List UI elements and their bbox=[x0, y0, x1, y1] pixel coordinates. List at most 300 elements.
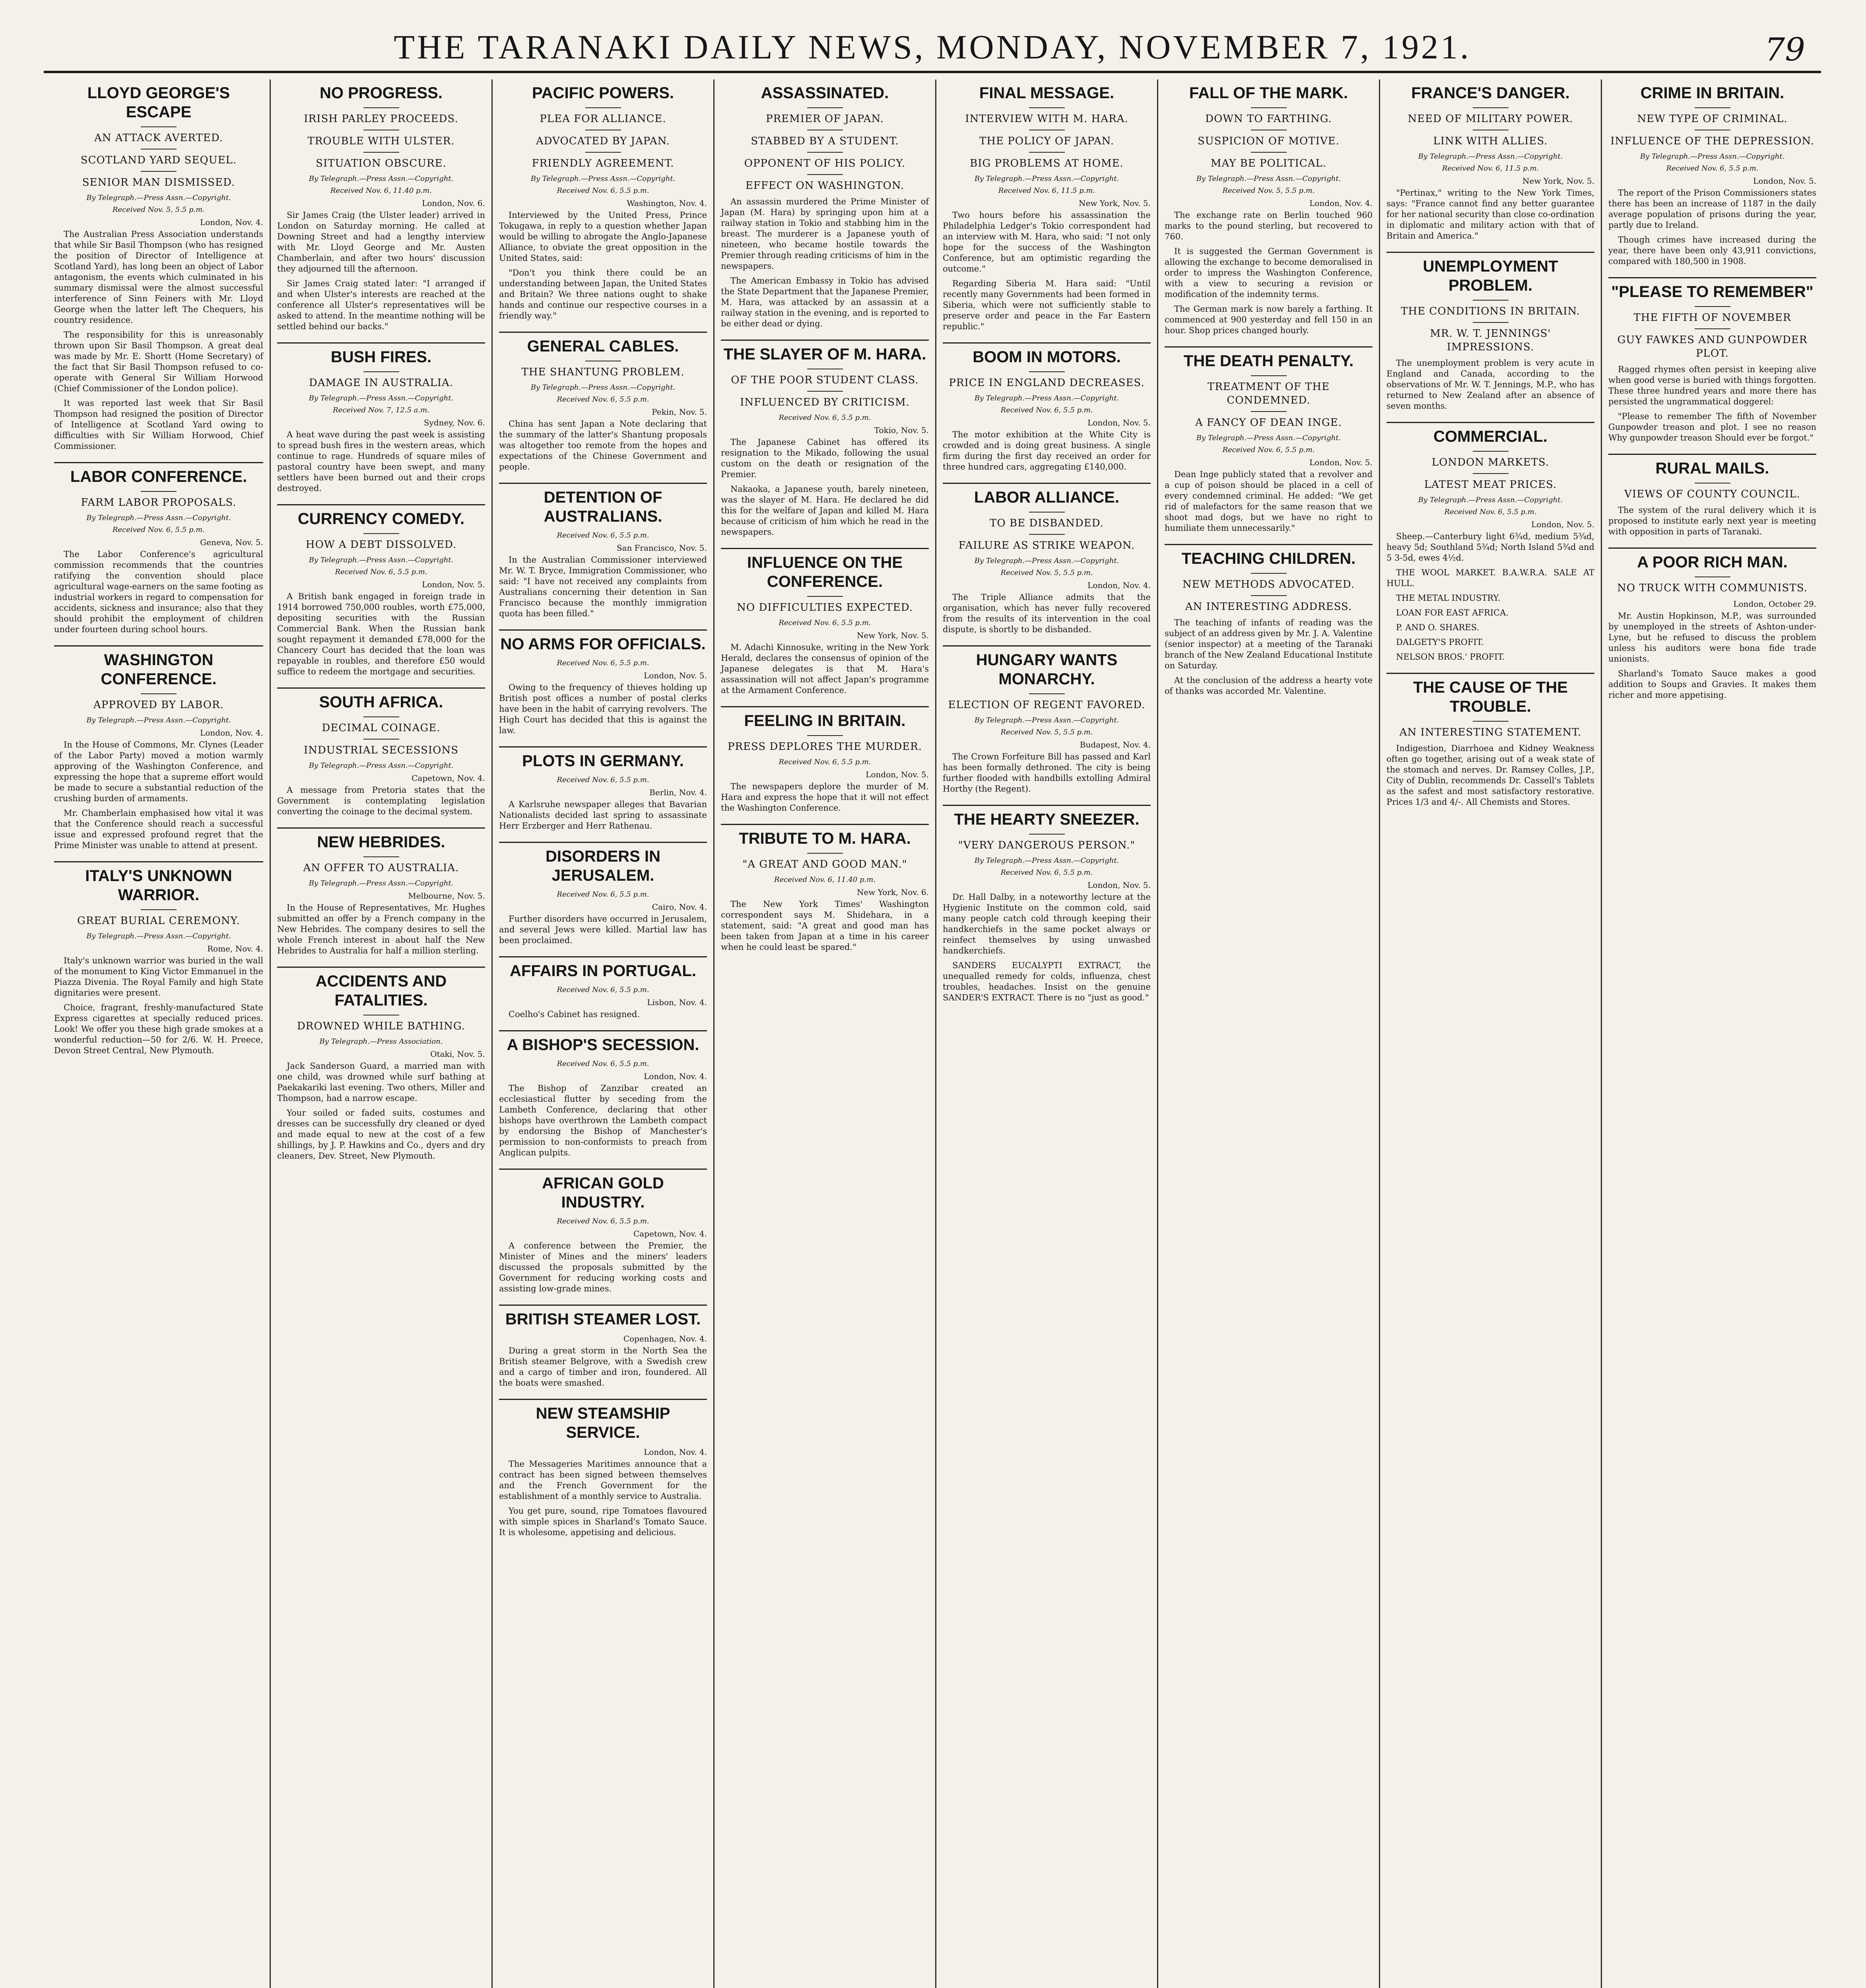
dateline: Sydney, Nov. 6. bbox=[423, 418, 485, 427]
subhead-rule bbox=[585, 107, 621, 108]
section-divider bbox=[54, 861, 263, 862]
telegraph-credit: By Telegraph.—Press Assn.—Copyright. bbox=[1196, 434, 1341, 442]
news-story bbox=[721, 706, 929, 813]
subhead-rule bbox=[1251, 411, 1287, 412]
received-line: Received Nov. 6, 5.5 p.m. bbox=[1444, 508, 1537, 516]
story-paragraph: In the Australian Commissioner interviewed Mr. W. T. Bryce, Immigration Commissioner, who said: "I have not received any complaints from Australians concerning their detention in San Francisco because the monthly immigration quota has been filled." bbox=[499, 555, 707, 618]
telegraph-credit: By Telegraph.—Press Assn.—Copyright. bbox=[1640, 152, 1785, 161]
subhead-rule bbox=[363, 371, 399, 372]
subhead-rule bbox=[807, 391, 843, 392]
story-subhead: PREMIER OF JAPAN. bbox=[766, 113, 884, 125]
received-line: Received Nov. 6, 5.5 p.m. bbox=[1222, 446, 1315, 454]
story-paragraph: The American Embassy in Tokio has advised the State Department that the Japanese Premier, M. Hara, was attacked by an assassin at a railway station in the evening, and is reported to be either dead or dying. bbox=[721, 276, 929, 328]
story-paragraph: It is suggested the German Government is allowing the exchange to become demoralised in order to impress the Washington Conference, with a view to securing a revision or modification of the indemnity terms. bbox=[1165, 247, 1373, 299]
telegraph-credit: By Telegraph.—Press Assn.—Copyright. bbox=[1418, 152, 1563, 161]
telegraph-credit: By Telegraph.—Press Assn.—Copyright. bbox=[974, 557, 1119, 565]
subhead-rule bbox=[807, 174, 843, 175]
section-divider bbox=[54, 645, 263, 646]
section-divider bbox=[943, 483, 1151, 484]
dateline: London, Nov. 5. bbox=[1309, 458, 1373, 467]
story-subhead: OF THE POOR STUDENT CLASS. bbox=[731, 374, 919, 386]
subhead-rule bbox=[363, 716, 399, 717]
story-paragraph: Sheep.—Canterbury light 6¾d, medium 5¾d, heavy 5d; Southland 5¾d; North Island 5¾d and 5 3-5d, ewes 4½d. bbox=[1386, 532, 1594, 563]
story-paragraph: The system of the rural delivery which it is proposed to institute early next year is meeting with opposition in parts of Taranaki. bbox=[1608, 505, 1816, 536]
received-line: Received Nov. 6, 5.5 p.m. bbox=[557, 186, 649, 195]
story-subhead: DROWNED WHILE BATHING. bbox=[297, 1020, 466, 1032]
news-story bbox=[277, 687, 485, 817]
news-story bbox=[1386, 83, 1594, 241]
section-divider bbox=[499, 332, 707, 333]
news-story bbox=[499, 1030, 707, 1158]
story-headline: INFLUENCE ON THE CONFERENCE. bbox=[747, 554, 903, 590]
news-story bbox=[499, 842, 707, 946]
story-paragraph: Interviewed by the United Press, Prince Tokugawa, in reply to a question whether Japan would be willing to abrogate the Anglo-Japanese Alliance, to obviate the great opposition in the United States, said: bbox=[499, 210, 707, 263]
story-subhead: LONDON MARKETS. bbox=[1431, 456, 1549, 468]
story-subhead: PLEA FOR ALLIANCE. bbox=[540, 113, 666, 125]
story-paragraph: During a great storm in the North Sea the British steamer Belgrove, with a Swedish crew and a cargo of timber and iron, foundered. All the boats were smashed. bbox=[499, 1346, 707, 1388]
received-line: Received Nov. 6, 5.5 p.m. bbox=[112, 526, 205, 534]
story-paragraph: Regarding Siberia M. Hara said: "Until recently many Governments had been formed in Siberia, which were not sufficiently stable to preserve order and peace in the Far Eastern republic." bbox=[943, 279, 1151, 331]
news-column bbox=[935, 80, 1157, 1988]
story-paragraph: The Labor Conference's agricultural commission recommends that the countries ratifying the convention should place agricultural wage-earners on the same footing as industrial workers in regard to compensation for accidents, sickness and insurance; also that they should prohibit the employment of children under fourteen during school hours. bbox=[54, 549, 263, 634]
story-paragraph: Italy's unknown warrior was buried in the wall of the monument to King Victor Emmanuel in the Piazza Divenia. The Royal Family and high State dignitaries were present. bbox=[54, 956, 263, 998]
telegraph-credit: By Telegraph.—Press Association. bbox=[319, 1037, 443, 1046]
dateline: Pekin, Nov. 5. bbox=[652, 407, 707, 417]
telegraph-credit: By Telegraph.—Press Assn.—Copyright. bbox=[530, 383, 676, 392]
story-headline: GENERAL CABLES. bbox=[527, 338, 679, 355]
story-headline: THE CAUSE OF THE TROUBLE. bbox=[1413, 679, 1568, 715]
story-headline: A BISHOP'S SECESSION. bbox=[507, 1036, 699, 1054]
received-line: Received Nov. 6, 5.5 p.m. bbox=[557, 395, 649, 404]
story-subhead: GUY FAWKES AND GUNPOWDER PLOT. bbox=[1617, 334, 1808, 359]
dateline: London, Nov. 4. bbox=[644, 1447, 707, 1457]
dateline: Lisbon, Nov. 4. bbox=[647, 998, 707, 1007]
received-line: Received Nov. 6, 5.5 p.m. bbox=[557, 659, 649, 667]
story-headline: THE DEATH PENALTY. bbox=[1183, 352, 1354, 370]
dateline: Budapest, Nov. 4. bbox=[1080, 740, 1151, 749]
dateline: London, Nov. 6. bbox=[422, 198, 485, 208]
story-paragraph: Nakaoka, a Japanese youth, barely nineteen, was the slayer of M. Hara. He declared he did this for the welfare of Japan and killed M. Hara because of criticism of him which he read in the newspapers. bbox=[721, 484, 929, 537]
story-subhead: FRIENDLY AGREEMENT. bbox=[532, 157, 674, 169]
story-headline: PACIFIC POWERS. bbox=[532, 84, 674, 102]
story-headline: FINAL MESSAGE. bbox=[979, 84, 1115, 102]
dateline: Geneva, Nov. 5. bbox=[200, 538, 263, 547]
story-subhead: PRESS DEPLORES THE MURDER. bbox=[727, 741, 922, 753]
news-story bbox=[499, 1399, 707, 1538]
story-paragraph: NELSON BROS.' PROFIT. bbox=[1396, 652, 1505, 662]
telegraph-credit: By Telegraph.—Press Assn.—Copyright. bbox=[86, 716, 231, 724]
section-divider bbox=[499, 1030, 707, 1031]
story-paragraph: THE WOOL MARKET. B.A.W.R.A. SALE AT HULL. bbox=[1386, 568, 1594, 588]
received-line: Received Nov. 5, 5.5 p.m. bbox=[1000, 728, 1093, 736]
story-subhead: APPROVED BY LABOR. bbox=[93, 699, 224, 711]
story-subhead: AN INTERESTING STATEMENT. bbox=[1399, 726, 1582, 738]
story-headline: CURRENCY COMEDY. bbox=[297, 510, 465, 528]
subhead-rule bbox=[1473, 721, 1509, 722]
story-paragraph: Sir James Craig stated later: "I arranged if and when Ulster's interests are reached at the conference all Ulster's representatives will be asked to attend. In the meantime nothing will be settled behind our backs." bbox=[277, 279, 485, 331]
dateline: Cairo, Nov. 4. bbox=[652, 902, 707, 912]
story-subhead: DAMAGE IN AUSTRALIA. bbox=[309, 377, 454, 389]
story-subhead: SENIOR MAN DISMISSED. bbox=[82, 177, 235, 188]
dateline: London, Nov. 5. bbox=[866, 770, 929, 779]
telegraph-credit: By Telegraph.—Press Assn.—Copyright. bbox=[974, 175, 1119, 183]
story-paragraph: It was reported last week that Sir Basil Thompson had resigned the position of Director of Intelligence at Scotland Yard owing to difficulties with Sir William Horwood, Chief Commissioner. bbox=[54, 398, 263, 451]
telegraph-credit: By Telegraph.—Press Assn.—Copyright. bbox=[974, 394, 1119, 402]
story-subhead: NO DIFFICULTIES EXPECTED. bbox=[737, 602, 913, 613]
story-subhead: PRICE IN ENGLAND DECREASES. bbox=[949, 377, 1145, 389]
story-subhead: INTERVIEW WITH M. HARA. bbox=[965, 113, 1128, 125]
dateline: Copenhagen, Nov. 4. bbox=[623, 1334, 707, 1343]
story-subhead: INFLUENCE OF THE DEPRESSION. bbox=[1610, 135, 1814, 147]
subhead-rule bbox=[585, 152, 621, 153]
story-headline: HUNGARY WANTS MONARCHY. bbox=[976, 651, 1118, 688]
telegraph-credit: By Telegraph.—Press Assn.—Copyright. bbox=[86, 194, 231, 202]
story-paragraph: The Crown Forfeiture Bill has passed and Karl has been formally dethroned. The city is being further flooded with handbills extolling Admiral Horthy (the Regent). bbox=[943, 752, 1151, 794]
news-story bbox=[721, 824, 929, 953]
news-story bbox=[943, 805, 1151, 1003]
subhead-rule bbox=[363, 856, 399, 857]
news-story bbox=[1165, 83, 1373, 336]
story-paragraph: An assassin murdered the Prime Minister of Japan (M. Hara) by springing upon him at a railway station in Tokio and stabbing him in the breast. The murderer is a Japanese youth of nineteen, who became hostile towards the Premier through reading criticisms of him in the newspapers. bbox=[721, 197, 929, 271]
dateline: Rome, Nov. 4. bbox=[207, 944, 263, 953]
story-paragraph: The motor exhibition at the White City is crowded and is doing great business. A single firm during the first day received an order for three hundred cars, aggregating £140,000. bbox=[943, 430, 1151, 472]
story-headline: LABOR ALLIANCE. bbox=[974, 489, 1120, 506]
news-story bbox=[1386, 252, 1594, 412]
story-paragraph: THE METAL INDUSTRY. bbox=[1396, 593, 1501, 603]
story-paragraph: A heat wave during the past week is assisting to spread bush fires in the western areas, which continue to rage. Hundreds of square miles of pastoral country have been swept, and many settlers have been burned out and their crops destroyed. bbox=[277, 430, 485, 493]
news-story bbox=[54, 83, 263, 452]
story-subhead: SCOTLAND YARD SEQUEL. bbox=[80, 154, 237, 166]
news-story bbox=[1608, 454, 1816, 537]
story-paragraph: Jack Sanderson Guard, a married man with one child, was drowned while surf bathing at Paekakariki last evening. Two others, Miller and Thompson, had a narrow escape. bbox=[277, 1061, 485, 1103]
dateline: London, Nov. 5. bbox=[422, 580, 485, 589]
masthead bbox=[44, 23, 1821, 73]
story-headline: PLOTS IN GERMANY. bbox=[522, 752, 684, 770]
dateline: New York, Nov. 5. bbox=[1522, 176, 1594, 186]
story-subhead: TROUBLE WITH ULSTER. bbox=[307, 135, 455, 147]
story-subhead: INDUSTRIAL SECESSIONS bbox=[303, 744, 459, 756]
news-story bbox=[1608, 277, 1816, 443]
dateline: New York, Nov. 5. bbox=[1079, 198, 1151, 208]
news-story bbox=[277, 504, 485, 677]
received-line: Received Nov. 6, 5.5 p.m. bbox=[779, 619, 871, 627]
story-headline: ASSASSINATED. bbox=[761, 84, 889, 102]
story-subhead: MAY BE POLITICAL. bbox=[1210, 157, 1327, 169]
story-headline: NO ARMS FOR OFFICIALS. bbox=[500, 635, 706, 653]
section-divider bbox=[1165, 346, 1373, 348]
dateline: Capetown, Nov. 4. bbox=[633, 1229, 707, 1239]
story-headline: CRIME IN BRITAIN. bbox=[1640, 84, 1784, 102]
received-line: Received Nov. 6, 5.5 p.m. bbox=[335, 568, 427, 576]
news-story bbox=[721, 548, 929, 696]
telegraph-credit: By Telegraph.—Press Assn.—Copyright. bbox=[1196, 175, 1341, 183]
dateline: London, Nov. 4. bbox=[644, 1072, 707, 1081]
story-subhead: THE POLICY OF JAPAN. bbox=[979, 135, 1114, 147]
news-story bbox=[721, 83, 929, 329]
received-line: Received Nov. 6, 5.5 p.m. bbox=[557, 776, 649, 784]
subhead-rule bbox=[1695, 107, 1730, 108]
section-divider bbox=[499, 1169, 707, 1170]
section-divider bbox=[1386, 252, 1594, 253]
story-subhead: HOW A DEBT DISSOLVED. bbox=[305, 539, 457, 551]
story-paragraph: Though crimes have increased during the year, there have been only 43,911 convictions, compared with 180,500 in 1908. bbox=[1608, 235, 1816, 266]
story-subhead: BIG PROBLEMS AT HOME. bbox=[970, 157, 1124, 169]
news-story bbox=[1608, 547, 1816, 701]
subhead-rule bbox=[807, 853, 843, 854]
subhead-rule bbox=[1473, 451, 1509, 452]
story-paragraph: SANDERS EUCALYPTI EXTRACT, the unequalled remedy for colds, influenza, chest troubles, headaches. Insist on the genuine SANDER'S EXTRACT. There is no "just as good." bbox=[943, 961, 1151, 1002]
received-line: Received Nov. 6, 5.5 p.m. bbox=[557, 1060, 649, 1068]
story-subhead: MR. W. T. JENNINGS' IMPRESSIONS. bbox=[1430, 328, 1551, 353]
story-paragraph: The Bishop of Zanzibar created an ecclesiastical flutter by seceding from the Lambeth Conference, declaring that other bishops have overthrown the Lambeth compact by endorsing the Bishop of Manchester's permission to non-conformists to preach from Anglican pulpits. bbox=[499, 1083, 707, 1157]
story-subhead: FAILURE AS STRIKE WEAPON. bbox=[958, 540, 1135, 551]
story-paragraph: Choice, fragrant, freshly-manufactured State Express cigarettes at specially reduced prices. Look! We offer you these high grade smokes at a wonderful reduction—50 for 2/6. W. H. Preece, Devon Street Central, New Plymouth. bbox=[54, 1003, 263, 1055]
story-subhead: FARM LABOR PROPOSALS. bbox=[81, 497, 237, 509]
story-paragraph: Indigestion, Diarrhoea and Kidney Weakness often go together, arising out of a weak state of the stomach and nerves. Dr. Ramsey Colles, J.P., City of Dublin, recommends Dr. Cassell's Tablets as the safest and most satisfactory restorative. Prices 1/3 and 4/-. All Chemists and Stores. bbox=[1386, 744, 1594, 807]
story-paragraph: A British bank engaged in foreign trade in 1914 borrowed 750,000 roubles, worth £75,000, depositing securities with the Russian Commercial Bank. When the Russian bank sought repayment it demanded £78,000 for the Chancery Court has decided that the loan was repayable in roubles, and therefore £50 would suffice to redeem the mortgage and securities. bbox=[277, 592, 485, 676]
story-subhead: INFLUENCED BY CRITICISM. bbox=[740, 396, 910, 408]
story-headline: NEW STEAMSHIP SERVICE. bbox=[536, 1405, 670, 1441]
story-headline: LLOYD GEORGE'S ESCAPE bbox=[87, 84, 230, 121]
section-divider bbox=[499, 629, 707, 631]
dateline: London, Nov. 4. bbox=[1309, 198, 1373, 208]
story-paragraph: Owing to the frequency of thieves holding up British post offices a number of postal clerks have been in the habit of carrying revolvers. The High Court has decided that this is against the law. bbox=[499, 683, 707, 735]
story-headline: FALL OF THE MARK. bbox=[1189, 84, 1348, 102]
story-paragraph: The Japanese Cabinet has offered its resignation to the Mikado, following the usual custom on the death or resignation of the Premier. bbox=[721, 437, 929, 479]
story-headline: THE HEARTY SNEEZER. bbox=[954, 811, 1140, 828]
story-headline: TRIBUTE TO M. HARA. bbox=[739, 830, 911, 847]
received-line: Received Nov. 6, 5.5 p.m. bbox=[779, 414, 871, 422]
news-story bbox=[499, 83, 707, 321]
news-story bbox=[943, 342, 1151, 472]
dateline: London, Nov. 4. bbox=[1087, 580, 1151, 590]
dateline: San Francisco, Nov. 5. bbox=[616, 543, 707, 553]
received-line: Received Nov. 7, 12.5 a.m. bbox=[333, 406, 429, 414]
story-headline: SOUTH AFRICA. bbox=[319, 693, 443, 711]
section-divider bbox=[499, 842, 707, 843]
section-divider bbox=[1386, 422, 1594, 423]
story-subhead: OPPONENT OF HIS POLICY. bbox=[744, 157, 906, 169]
story-subhead: SITUATION OBSCURE. bbox=[316, 157, 447, 169]
story-headline: UNEMPLOYMENT PROBLEM. bbox=[1423, 258, 1558, 294]
story-headline: AFFAIRS IN PORTUGAL. bbox=[510, 962, 696, 980]
telegraph-credit: By Telegraph.—Press Assn.—Copyright. bbox=[309, 556, 454, 564]
received-line: Received Nov. 5, 5.5 p.m. bbox=[1222, 186, 1315, 195]
story-subhead: NEED OF MILITARY POWER. bbox=[1408, 113, 1573, 125]
news-story bbox=[499, 629, 707, 736]
news-column bbox=[1601, 80, 1823, 1988]
news-story bbox=[277, 342, 485, 494]
story-paragraph: The Australian Press Association understands that while Sir Basil Thompson (who has resigned the position of Director of Intelligence at Scotland Yard), has long been an object of Labor antagonism, the events which culminated in his summary dismissal were the almost successful interference of Sinn Feiners with Mr. Lloyd George when the latter left The Chequers, his country residence. bbox=[54, 229, 263, 325]
received-line: Received Nov. 6, 5.5 p.m. bbox=[557, 890, 649, 899]
subhead-rule bbox=[1251, 107, 1287, 108]
story-paragraph: DALGETY'S PROFIT. bbox=[1396, 637, 1484, 647]
story-paragraph: Ragged rhymes often persist in keeping alive when good verse is buried with things forgotten. These three hundred years and more there has persisted the ungrammatical doggerel: bbox=[1608, 365, 1816, 406]
story-subhead: THE CONDITIONS IN BRITAIN. bbox=[1401, 305, 1580, 317]
dateline: New York, Nov. 6. bbox=[857, 887, 929, 897]
telegraph-credit: By Telegraph.—Press Assn.—Copyright. bbox=[309, 879, 454, 887]
story-paragraph: You get pure, sound, ripe Tomatoes flavoured with simple spices in Sharland's Tomato Sauce. It is wholesome, appetising and delicious. bbox=[499, 1506, 707, 1537]
news-story bbox=[277, 967, 485, 1161]
story-paragraph: Coelho's Cabinet has resigned. bbox=[509, 1010, 640, 1019]
story-headline: DETENTION OF AUSTRALIANS. bbox=[544, 489, 662, 525]
story-subhead: THE SHANTUNG PROBLEM. bbox=[521, 366, 685, 378]
story-paragraph: The exchange rate on Berlin touched 960 marks to the pound sterling, but recovered to 760. bbox=[1165, 210, 1373, 241]
story-subhead: SUSPICION OF MOTIVE. bbox=[1198, 135, 1340, 147]
story-subhead: A FANCY OF DEAN INGE. bbox=[1195, 417, 1342, 429]
section-divider bbox=[277, 504, 485, 505]
dateline: London, Nov. 4. bbox=[200, 728, 263, 738]
story-paragraph: Mr. Chamberlain emphasised how vital it was that the Conference should reach a successful issue and expressed profound regret that the Prime Minister was unable to attend at present. bbox=[54, 808, 263, 850]
news-story bbox=[499, 1169, 707, 1294]
story-paragraph: Sir James Craig (the Ulster leader) arrived in London on Saturday morning. He called at Downing Street and had a lengthy interview with Mr. Lloyd George and Mr. Austen Chamberlain, and after two hours' discussion they adjourned till the afternoon. bbox=[277, 210, 485, 274]
news-story bbox=[499, 746, 707, 831]
telegraph-credit: By Telegraph.—Press Assn.—Copyright. bbox=[974, 716, 1119, 724]
story-paragraph: The teaching of infants of reading was the subject of an address given by Mr. J. A. Valentine (senior inspector) at a meeting of the Taranaki branch of the New Zealand Educational Institute on Saturday. bbox=[1165, 618, 1373, 670]
story-subhead: LINK WITH ALLIES. bbox=[1433, 135, 1548, 147]
story-subhead: IRISH PARLEY PROCEEDS. bbox=[304, 113, 458, 125]
story-paragraph: The newspapers deplore the murder of M. Hara and express the hope that it will not effect the Washington Conference. bbox=[721, 782, 929, 813]
story-paragraph: Two hours before his assassination the Philadelphia Ledger's Tokio correspondent had an interview with M. Hara, who said: "I not only hope for the success of the Washington Conference, but am optimistic regarding the outcome." bbox=[943, 210, 1151, 274]
received-line: Received Nov. 6, 11.40 p.m. bbox=[774, 876, 876, 884]
subhead-rule bbox=[1029, 693, 1065, 694]
news-story bbox=[54, 462, 263, 635]
news-column bbox=[48, 80, 270, 1988]
story-subhead: NO TRUCK WITH COMMUNISTS. bbox=[1617, 582, 1808, 594]
telegraph-credit: By Telegraph.—Press Assn.—Copyright. bbox=[309, 761, 454, 770]
subhead-rule bbox=[363, 533, 399, 534]
news-column bbox=[270, 80, 491, 1988]
subhead-rule bbox=[141, 909, 177, 910]
section-divider bbox=[277, 342, 485, 344]
story-paragraph: The Triple Alliance admits that the organisation, which has never fully recovered from the results of its intervention in the coal dispute, is shortly to be disbanded. bbox=[943, 592, 1151, 634]
page-number: 79 bbox=[1765, 31, 1805, 68]
story-paragraph: China has sent Japan a Note declaring that the summary of the latter's Shantung proposals was altogether too remote from the hopes and expectations of the Chinese Government and people. bbox=[499, 419, 707, 472]
section-divider bbox=[1165, 544, 1373, 545]
received-line: Received Nov. 5, 5.5 p.m. bbox=[1000, 569, 1093, 577]
received-line: Received Nov. 6, 5.5 p.m. bbox=[1666, 164, 1759, 173]
subhead-rule bbox=[141, 491, 177, 492]
story-paragraph: "Pertinax," writing to the New York Times, says: "France cannot find any better guarantee for her national security than close co-ordination in diplomatic and military action with that of Britain and America." bbox=[1386, 188, 1594, 241]
story-paragraph: In the House of Commons, Mr. Clynes (Leader of the Labor Party) moved a motion warmly approving of the Washington Conference, and expressing the hope that a supreme effort would be made to secure a substantial reduction of the crushing burden of armaments. bbox=[54, 740, 263, 803]
story-paragraph: Dr. Hall Dalby, in a noteworthy lecture at the Hygienic Institute on the common cold, said many people catch cold through keeping their handkerchiefs in the same pocket always or reinfect themselves by using unwashed handkerchiefs. bbox=[943, 892, 1151, 955]
story-subhead: DOWN TO FARTHING. bbox=[1205, 113, 1332, 125]
story-headline: FEELING IN BRITAIN. bbox=[744, 712, 906, 730]
received-line: Received Nov. 5, 5.5 p.m. bbox=[112, 206, 205, 214]
section-divider bbox=[721, 340, 929, 341]
story-subhead: DECIMAL COINAGE. bbox=[322, 722, 441, 734]
story-headline: BUSH FIRES. bbox=[330, 348, 432, 366]
received-line: Received Nov. 6, 5.5 p.m. bbox=[1000, 406, 1093, 414]
telegraph-credit: By Telegraph.—Press Assn.—Copyright. bbox=[309, 175, 454, 183]
section-divider bbox=[1608, 277, 1816, 278]
story-headline: AFRICAN GOLD INDUSTRY. bbox=[542, 1175, 664, 1211]
subhead-rule bbox=[1473, 473, 1509, 474]
story-paragraph: A Karlsruhe newspaper alleges that Bavarian Nationalists decided last spring to assassinate Herr Erzberger and Herr Rathenau. bbox=[499, 800, 707, 831]
story-subhead: STABBED BY A STUDENT. bbox=[751, 135, 899, 147]
section-divider bbox=[54, 462, 263, 463]
section-divider bbox=[277, 687, 485, 689]
story-paragraph: LOAN FOR EAST AFRICA. bbox=[1396, 608, 1509, 617]
section-divider bbox=[499, 746, 707, 747]
received-line: Received Nov. 6, 11.5 p.m. bbox=[1442, 164, 1539, 173]
section-divider bbox=[277, 967, 485, 968]
news-story bbox=[499, 332, 707, 472]
subhead-rule bbox=[1029, 152, 1065, 153]
received-line: Received Nov. 6, 5.5 p.m. bbox=[1000, 868, 1093, 877]
news-column bbox=[713, 80, 935, 1988]
news-story bbox=[1608, 83, 1816, 267]
story-headline: BRITISH STEAMER LOST. bbox=[505, 1310, 701, 1328]
section-divider bbox=[1608, 454, 1816, 455]
subhead-rule bbox=[1695, 306, 1730, 307]
section-divider bbox=[1386, 673, 1594, 674]
story-paragraph: "Please to remember The fifth of November Gunpowder treason and plot. I see no reason Why gunpowder treason Should ever be forgot." bbox=[1608, 412, 1816, 443]
story-paragraph: Mr. Austin Hopkinson, M.P., was surrounded by unemployed in the streets of Ashton-under-Lyne, but he refused to discuss the problem unless his auditors were bona fide trade unionists. bbox=[1608, 611, 1816, 664]
subhead-rule bbox=[1029, 834, 1065, 835]
story-headline: COMMERCIAL. bbox=[1433, 428, 1548, 445]
story-headline: NO PROGRESS. bbox=[320, 84, 443, 102]
masthead-title: THE TARANAKI DAILY NEWS, MONDAY, NOVEMBER 7, 1921. bbox=[394, 28, 1471, 66]
received-line: Received Nov. 6, 11.40 p.m. bbox=[330, 186, 432, 195]
news-story bbox=[943, 645, 1151, 794]
section-divider bbox=[277, 827, 485, 829]
telegraph-credit: By Telegraph.—Press Assn.—Copyright. bbox=[974, 856, 1119, 865]
telegraph-credit: By Telegraph.—Press Assn.—Copyright. bbox=[309, 394, 454, 402]
news-story bbox=[277, 827, 485, 956]
story-subhead: AN ATTACK AVERTED. bbox=[94, 132, 223, 144]
news-story bbox=[277, 83, 485, 332]
subhead-rule bbox=[807, 735, 843, 736]
story-paragraph: The German mark is now barely a farthing. It commenced at 900 yesterday and fell 150 in an hour. Shop prices changed hourly. bbox=[1165, 304, 1373, 335]
subhead-rule bbox=[1251, 152, 1287, 153]
dateline: Capetown, Nov. 4. bbox=[412, 773, 485, 783]
story-subhead: AN OFFER TO AUSTRALIA. bbox=[303, 862, 459, 874]
dateline: New York, Nov. 5. bbox=[857, 631, 929, 640]
subhead-rule bbox=[1251, 375, 1287, 376]
news-story bbox=[1165, 346, 1373, 534]
story-paragraph: Sharland's Tomato Sauce makes a good addition to Soups and Gravies. It makes them richer and more appetising. bbox=[1608, 669, 1816, 700]
story-paragraph: "Don't you think there could be an understanding between Japan, the United States and Britain? We three nations ought to shake hands and continue our respective courses in a friendly way." bbox=[499, 268, 707, 320]
received-line: Received Nov. 6, 5.5 p.m. bbox=[557, 986, 649, 994]
story-paragraph: At the conclusion of the address a hearty vote of thanks was accorded Mr. Valentine. bbox=[1165, 676, 1373, 696]
subhead-rule bbox=[141, 171, 177, 172]
section-divider bbox=[943, 805, 1151, 806]
subhead-rule bbox=[1029, 371, 1065, 372]
story-paragraph: A message from Pretoria states that the Government is contemplating legislation converting the coinage to the decimal system. bbox=[277, 785, 485, 816]
story-paragraph: The unemployment problem is very acute in England and Canada, according to the observations of Mr. W. T. Jennings, M.P., who has returned to New Zealand after an absence of seven months. bbox=[1386, 358, 1594, 411]
news-story bbox=[499, 956, 707, 1020]
subhead-rule bbox=[1473, 107, 1509, 108]
news-story bbox=[1386, 422, 1594, 662]
subhead-rule bbox=[1029, 512, 1065, 513]
subhead-rule bbox=[1029, 534, 1065, 535]
section-divider bbox=[1608, 547, 1816, 549]
subhead-rule bbox=[1251, 573, 1287, 574]
story-subhead: ELECTION OF REGENT FAVORED. bbox=[948, 699, 1146, 711]
received-line: Received Nov. 6, 5.5 p.m. bbox=[779, 758, 871, 766]
story-subhead: NEW METHODS ADVOCATED. bbox=[1182, 579, 1355, 590]
news-story bbox=[1165, 544, 1373, 697]
subhead-rule bbox=[807, 107, 843, 108]
subhead-rule bbox=[363, 152, 399, 153]
column-grid bbox=[48, 80, 1825, 1988]
news-story bbox=[943, 83, 1151, 332]
story-subhead: GREAT BURIAL CEREMONY. bbox=[77, 915, 240, 927]
section-divider bbox=[721, 706, 929, 707]
news-column bbox=[491, 80, 713, 1988]
section-divider bbox=[721, 548, 929, 549]
